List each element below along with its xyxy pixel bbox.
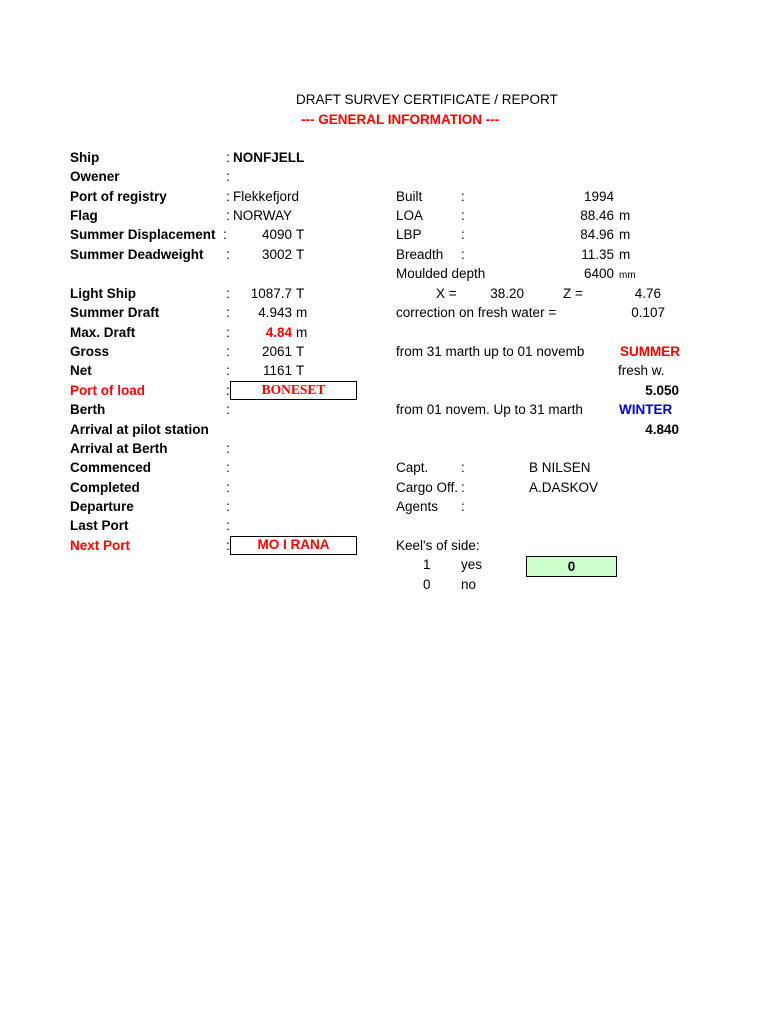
value-max-draft: 4.84: [265, 325, 292, 340]
unit: T: [296, 344, 305, 359]
label-z: Z =: [563, 286, 583, 301]
label-summer-draft: Summer Draft: [70, 305, 160, 320]
label-berth: Berth: [70, 402, 106, 417]
value-summer-deadweight: 3002: [261, 247, 292, 262]
label-next-port: Next Port: [70, 538, 131, 553]
value-lbp: 84.96: [580, 227, 614, 242]
port-load-input[interactable]: BONESET: [230, 381, 357, 400]
value-winter: 4.840: [645, 422, 679, 437]
label-breadth: Breadth: [396, 247, 444, 262]
colon: :: [226, 383, 230, 398]
unit: m: [619, 227, 631, 242]
label-max-draft: Max. Draft: [70, 325, 136, 340]
colon: :: [461, 227, 465, 242]
label-summer-period: from 31 marth up to 01 novemb: [396, 344, 585, 359]
label-cargo-off: Cargo Off.: [396, 480, 459, 495]
label-summer-deadweight: Summer Deadweight: [70, 247, 204, 262]
colon: :: [461, 189, 465, 204]
value-fresh-water: 0.107: [631, 305, 665, 320]
winter-season: WINTER: [619, 402, 673, 417]
label-built: Built: [396, 189, 423, 204]
value-cargo-off: A.DASKOV: [529, 480, 599, 495]
colon: :: [226, 305, 230, 320]
label-gross: Gross: [70, 344, 110, 359]
label-last-port: Last Port: [70, 518, 129, 533]
colon: :: [226, 150, 230, 165]
colon: :: [226, 208, 230, 223]
colon: :: [226, 325, 230, 340]
label-owener: Owener: [70, 169, 120, 184]
colon: :: [226, 402, 230, 417]
value-port-registry: Flekkefjord: [233, 189, 300, 204]
value-moulded-depth: 6400: [583, 266, 614, 281]
report-title: DRAFT SURVEY CERTIFICATE / REPORT: [296, 92, 558, 107]
unit: m: [619, 208, 631, 223]
colon: :: [226, 247, 230, 262]
value-x: 38.20: [490, 286, 524, 301]
colon: :: [461, 247, 465, 262]
label-flag: Flag: [70, 208, 98, 223]
keel-side-input[interactable]: 0: [526, 556, 617, 577]
colon: :: [226, 169, 230, 184]
unit: T: [296, 247, 305, 262]
label-completed: Completed: [70, 480, 140, 495]
value-summer: 5.050: [645, 383, 679, 398]
colon: :: [226, 344, 230, 359]
label-arrival-pilot: Arrival at pilot station: [70, 422, 209, 437]
label-moulded-depth: Moulded depth: [396, 266, 486, 281]
colon: :: [223, 227, 227, 242]
unit: T: [296, 227, 305, 242]
colon: :: [461, 460, 465, 475]
colon: :: [226, 460, 230, 475]
next-port-input[interactable]: MO I RANA: [230, 536, 357, 555]
unit: T: [296, 286, 305, 301]
colon: :: [226, 518, 230, 533]
colon: :: [226, 538, 230, 553]
value-z: 4.76: [634, 286, 661, 301]
value-summer-draft: 4.943: [258, 305, 292, 320]
label-ship: Ship: [70, 150, 100, 165]
colon: :: [461, 480, 465, 495]
label-loa: LOA: [396, 208, 424, 223]
label-lbp: LBP: [396, 227, 422, 242]
label-x: X =: [436, 286, 457, 301]
keel-option-1-label: yes: [461, 557, 483, 572]
label-port-registry: Port of registry: [70, 189, 167, 204]
value-ship: NONFJELL: [233, 150, 305, 165]
label-summer-displacement: Summer Displacement: [70, 227, 216, 242]
label-fresh-w: fresh w.: [618, 363, 665, 378]
value-loa: 88.46: [580, 208, 614, 223]
value-capt: B NILSEN: [529, 460, 591, 475]
value-gross: 2061: [261, 344, 292, 359]
unit: m: [296, 305, 308, 320]
unit: m: [296, 325, 308, 340]
colon: :: [461, 499, 465, 514]
label-fresh-water: correction on fresh water =: [396, 305, 557, 320]
colon: :: [226, 499, 230, 514]
label-winter-period: from 01 novem. Up to 31 marth: [396, 402, 583, 417]
unit: mm: [619, 270, 636, 281]
colon: :: [226, 189, 230, 204]
colon: :: [226, 363, 230, 378]
value-flag: NORWAY: [233, 208, 293, 223]
summer-season: SUMMER: [620, 344, 680, 359]
label-agents: Agents: [396, 499, 439, 514]
unit: T: [296, 363, 305, 378]
keel-option-0-label: no: [461, 577, 477, 592]
label-departure: Departure: [70, 499, 134, 514]
label-port-load: Port of load: [70, 383, 145, 398]
colon: :: [226, 480, 230, 495]
colon: :: [226, 441, 230, 456]
unit: m: [619, 247, 631, 262]
label-net: Net: [70, 363, 92, 378]
section-title: --- GENERAL INFORMATION ---: [301, 112, 500, 127]
label-commenced: Commenced: [70, 460, 152, 475]
label-arrival-berth: Arrival at Berth: [70, 441, 168, 456]
value-summer-displacement: 4090: [261, 227, 292, 242]
label-keels: Keel's of side:: [396, 538, 480, 553]
colon: :: [226, 286, 230, 301]
colon: :: [461, 208, 465, 223]
value-net: 1161: [262, 363, 292, 378]
value-built: 1994: [583, 189, 614, 204]
keel-option-0-num: 0: [423, 577, 431, 592]
label-light-ship: Light Ship: [70, 286, 136, 301]
label-capt: Capt.: [396, 460, 429, 475]
keel-option-1-num: 1: [423, 557, 431, 572]
value-light-ship: 1087.7: [250, 286, 292, 301]
value-breadth: 11.35: [581, 247, 614, 262]
